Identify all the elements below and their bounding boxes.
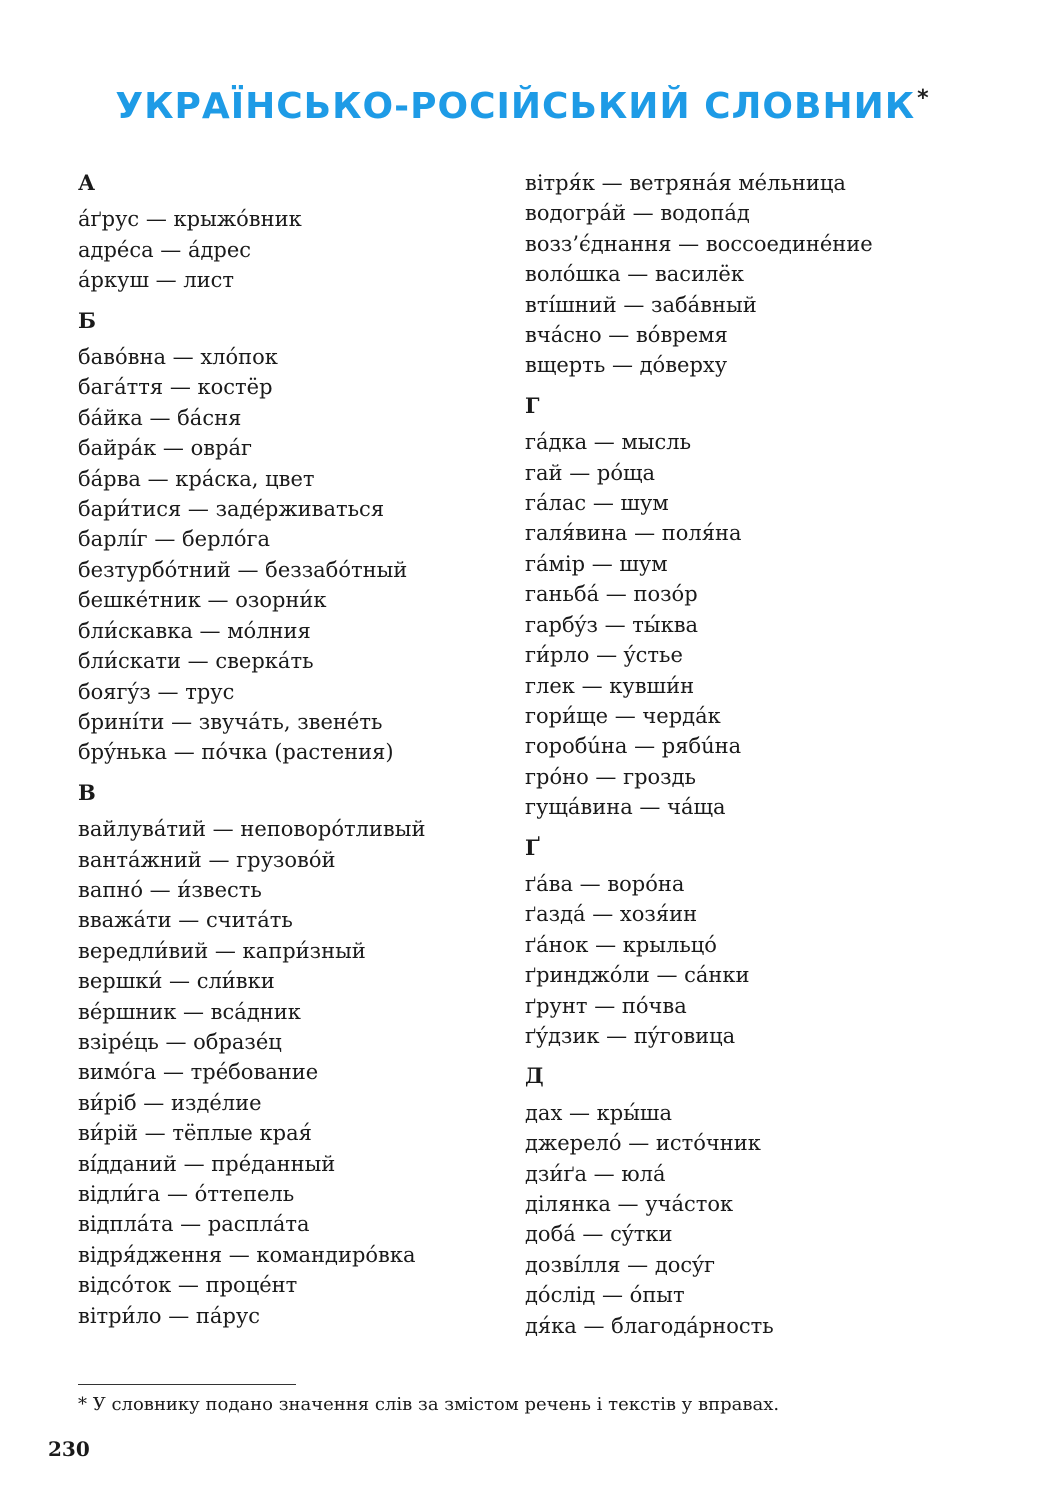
section-letter: А <box>78 170 96 195</box>
section-letter: Ґ <box>525 834 540 860</box>
footnote-divider <box>78 1384 296 1385</box>
dictionary-entry: ґаздá — хозя́ин <box>525 902 698 927</box>
dictionary-entry: бли́скати — сверкáть <box>78 649 314 674</box>
dictionary-entry: вважáти — считáть <box>78 908 293 933</box>
dictionary-entry: вщерть — дóверху <box>525 353 728 378</box>
dictionary-entry: гáлас — шум <box>525 491 669 516</box>
dictionary-entry: грóно — гроздь <box>525 764 696 789</box>
dictionary-section <box>78 168 498 296</box>
dictionary-entry: водогрáй — водопáд <box>525 201 750 226</box>
dictionary-entry: адрéса — áдрес <box>78 237 252 262</box>
dictionary-entry: вíдданий — прéданный <box>78 1151 336 1176</box>
dictionary-entry: горобúна — рябúна <box>525 734 742 759</box>
dictionary-entry: дзи́ґа — юлá <box>525 1161 666 1186</box>
section-letter: Б <box>78 307 96 333</box>
dictionary-section <box>78 778 498 1331</box>
dictionary-section <box>525 1061 985 1341</box>
dictionary-entry: бли́скавка — мóлния <box>78 618 311 643</box>
title-footnote-mark: * <box>917 86 930 111</box>
dictionary-section <box>525 391 985 823</box>
dictionary-entry: вітри́ло — пáрус <box>78 1303 261 1328</box>
dictionary-entry: багáття — костёр <box>78 375 273 400</box>
dictionary-entry: ганьбá — позóр <box>525 582 698 607</box>
dictionary-entry: безтурбóтний — беззабóтный <box>78 557 408 582</box>
dictionary-entry: вередли́вий — капри́зный <box>78 938 366 963</box>
dictionary-entry: ґрунт — пóчва <box>525 993 687 1018</box>
dictionary-entry: возз’є́днання — воссоединéние <box>525 231 873 256</box>
dictionary-entry: вчáсно — вóвремя <box>525 323 728 348</box>
dictionary-entry: волóшка — василёк <box>525 262 744 287</box>
dictionary-entry: відли́га — óттепель <box>78 1182 295 1206</box>
dictionary-entry: бáйка — бáсня <box>78 405 242 430</box>
dictionary-section <box>525 833 985 1052</box>
dictionary-entry: бáрва — крáска, цвет <box>78 466 315 491</box>
dictionary-entry: бавóвна — хлóпок <box>78 345 278 370</box>
dictionary-entry: гáдка — мысль <box>525 430 692 455</box>
dictionary-entry: відсóток — процéнт <box>78 1273 298 1298</box>
dictionary-column-left <box>78 168 498 1331</box>
dictionary-entry: вапнó — и́звесть <box>78 877 262 902</box>
dictionary-entry: ги́рло — ýстье <box>525 643 683 668</box>
dictionary-entry: дя́ка — благодáрность <box>525 1313 774 1338</box>
dictionary-entry: бешкéтник — озорни́к <box>78 588 327 613</box>
dictionary-entry: дах — кры́ша <box>525 1100 672 1125</box>
dictionary-entry: галя́вина — поля́на <box>525 521 742 546</box>
dictionary-entry: ділянка — учáсток <box>525 1192 734 1216</box>
dictionary-entry: áґрус — крыжóвник <box>78 207 302 232</box>
dictionary-entry: брýнька — пóчка (растения) <box>78 740 394 765</box>
dictionary-entry: джерелó — истóчник <box>525 1131 761 1156</box>
dictionary-section <box>525 168 985 381</box>
dictionary-entry: дозвíлля — досýг <box>525 1252 716 1277</box>
section-letter: Д <box>525 1063 544 1089</box>
dictionary-entry: вітря́к — ветряна́я мéльница <box>525 171 846 195</box>
dictionary-entry: вантáжний — грузовóй <box>78 847 336 872</box>
dictionary-entry: ґýдзик — пýговица <box>525 1023 736 1048</box>
dictionary-entry: гáмір — шум <box>525 551 668 576</box>
dictionary-entry: ґáва — ворóна <box>525 871 685 896</box>
footnote: * У словнику подано значення слів за змістом речень і текстів у вправах. <box>78 1394 780 1415</box>
dictionary-entry: боягýз — трус <box>78 679 235 704</box>
title-text: УКРАЇНСЬКО-РОСІЙСЬКИЙ СЛОВНИК <box>115 86 916 127</box>
dictionary-entry: гущáвина — чáща <box>525 795 726 820</box>
dictionary-entry: відря́дження — командирóвка <box>78 1242 416 1267</box>
section-letter: В <box>78 779 96 805</box>
dictionary-column-right <box>525 168 985 1341</box>
dictionary-entry: áркуш — лист <box>78 268 235 293</box>
dictionary-entry: ви́ріб — издéлие <box>78 1090 262 1115</box>
dictionary-entry: бари́тися — задéрживаться <box>78 497 385 522</box>
dictionary-entry: втíшний — забáвный <box>525 292 757 317</box>
section-letter: Г <box>525 392 540 418</box>
page-number: 230 <box>48 1437 90 1461</box>
dictionary-section <box>78 306 498 768</box>
dictionary-entry: бринíти — звучáть, звенéть <box>78 709 383 734</box>
dictionary-entry: байрáк — оврáг <box>78 436 253 461</box>
dictionary-entry: вайлувáтий — неповорóтливый <box>78 817 426 842</box>
dictionary-entry: вершки́ — сли́вки <box>78 969 275 994</box>
dictionary-entry: барлíг — берлóга <box>78 527 271 552</box>
dictionary-entry: ви́рій — тёплые края́ <box>78 1121 312 1146</box>
dictionary-entry: вéршник — всáдник <box>78 999 301 1024</box>
dictionary-entry: добá — сýтки <box>525 1222 673 1247</box>
dictionary-entry: гай — рóща <box>525 460 655 485</box>
dictionary-entry: гори́ще — чердáк <box>525 703 721 728</box>
dictionary-entry: вимóга — трéбование <box>78 1060 319 1085</box>
dictionary-entry: взірéць — образéц <box>78 1029 282 1054</box>
dictionary-entry: ґáнок — крыльцó <box>525 932 717 957</box>
dictionary-entry: дóслід — óпыт <box>525 1283 685 1308</box>
dictionary-entry: відплáта — расплáта <box>78 1212 310 1237</box>
dictionary-entry: глек — кувши́н <box>525 673 695 698</box>
dictionary-entry: ґринджóли — сáнки <box>525 963 750 988</box>
page-title <box>0 86 1045 127</box>
dictionary-entry: гарбýз — ты́ква <box>525 612 699 637</box>
